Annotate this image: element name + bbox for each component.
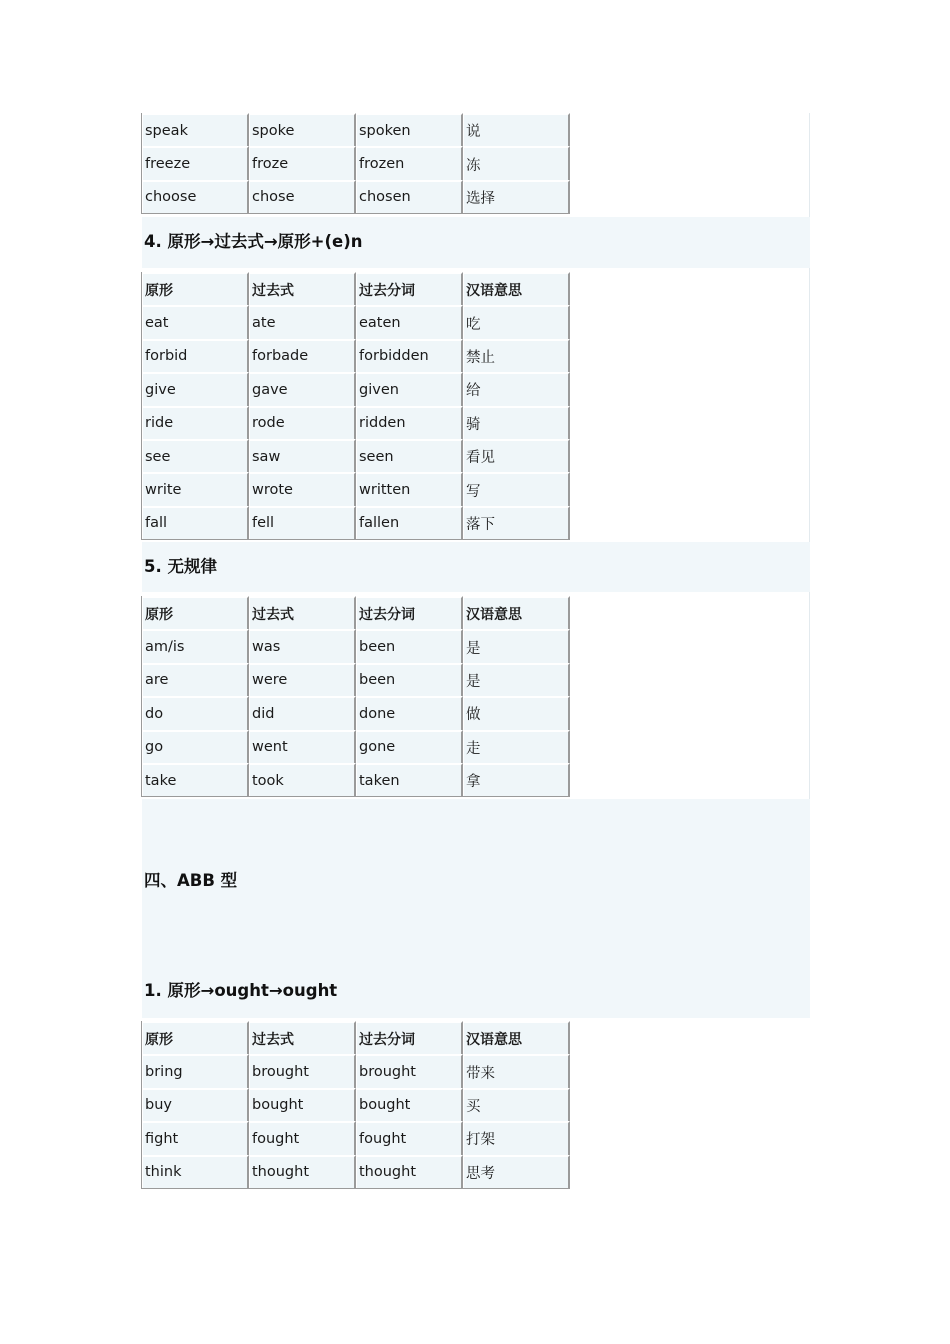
table-cell: eaten (356, 305, 463, 338)
table-cell: frozen (356, 146, 463, 179)
table-cell: ate (249, 305, 356, 338)
table-cell: 禁止 (463, 339, 570, 372)
table-row (142, 663, 570, 696)
table-row (142, 1121, 570, 1154)
table-row (142, 506, 570, 539)
table-cell: bought (356, 1088, 463, 1121)
table-header-cell: 汉语意思 (463, 1021, 570, 1054)
table-header-cell: 原形 (142, 596, 249, 629)
table-cell: did (249, 696, 356, 729)
table-cell: bring (142, 1054, 249, 1087)
table-cell: 写 (463, 472, 570, 505)
table-header-cell: 过去式 (249, 1021, 356, 1054)
table-cell: fought (249, 1121, 356, 1154)
table-cell: choose (142, 180, 249, 213)
table-cell: taken (356, 763, 463, 796)
table-header-cell: 原形 (142, 1021, 249, 1054)
table-cell: ride (142, 406, 249, 439)
table-cell: took (249, 763, 356, 796)
table-cell: chosen (356, 180, 463, 213)
table-row (142, 629, 570, 662)
table-cell: given (356, 372, 463, 405)
table-cell: 说 (463, 113, 570, 146)
table-cell: forbade (249, 339, 356, 372)
section-band-5 (142, 542, 810, 592)
table-cell: spoke (249, 113, 356, 146)
verb-table-continued (141, 113, 570, 214)
table-cell: 思考 (463, 1155, 570, 1188)
table-cell: 冻 (463, 146, 570, 179)
table-cell: forbid (142, 339, 249, 372)
table-row (142, 1088, 570, 1121)
verb-table-abb-1 (141, 1021, 570, 1189)
table-cell: 是 (463, 663, 570, 696)
table-cell: speak (142, 113, 249, 146)
table-cell: 选择 (463, 180, 570, 213)
table-row (142, 1054, 570, 1087)
table-cell: give (142, 372, 249, 405)
table-header-cell: 汉语意思 (463, 596, 570, 629)
table-cell: 打架 (463, 1121, 570, 1154)
table-row (142, 696, 570, 729)
table-cell: brought (249, 1054, 356, 1087)
table-cell: fallen (356, 506, 463, 539)
table-cell: brought (356, 1054, 463, 1087)
verb-table-section-5 (141, 596, 570, 797)
table-cell: written (356, 472, 463, 505)
table-row (142, 406, 570, 439)
table-header-cell: 汉语意思 (463, 272, 570, 305)
table-cell: forbidden (356, 339, 463, 372)
table-cell: spoken (356, 113, 463, 146)
table-cell: 做 (463, 696, 570, 729)
section-heading-4: 4. 原形→过去式→原形+(e)n (144, 232, 363, 251)
table-header-row (142, 272, 570, 305)
table-header-cell: 过去分词 (356, 596, 463, 629)
table-cell: freeze (142, 146, 249, 179)
table-header-cell: 原形 (142, 272, 249, 305)
table-row (142, 339, 570, 372)
table-cell: 给 (463, 372, 570, 405)
table-cell: gave (249, 372, 356, 405)
table-cell: write (142, 472, 249, 505)
table-cell: gone (356, 730, 463, 763)
table-cell: saw (249, 439, 356, 472)
table-row (142, 730, 570, 763)
table-cell: been (356, 663, 463, 696)
table-row (142, 439, 570, 472)
table-cell: 落下 (463, 506, 570, 539)
table-cell: 骑 (463, 406, 570, 439)
verb-table-section-4 (141, 272, 570, 540)
table-header-cell: 过去式 (249, 272, 356, 305)
table-row (142, 1155, 570, 1188)
table-cell: thought (356, 1155, 463, 1188)
table-cell: thought (249, 1155, 356, 1188)
table-cell: fight (142, 1121, 249, 1154)
section-heading-5: 5. 无规律 (144, 557, 217, 576)
table-cell: went (249, 730, 356, 763)
section-heading-abb-1: 1. 原形→ought→ought (144, 981, 338, 1000)
table-cell: 吃 (463, 305, 570, 338)
table-cell: wrote (249, 472, 356, 505)
table-header-cell: 过去分词 (356, 272, 463, 305)
table-cell: seen (356, 439, 463, 472)
table-cell: 带来 (463, 1054, 570, 1087)
table-cell: been (356, 629, 463, 662)
table-cell: bought (249, 1088, 356, 1121)
table-cell: chose (249, 180, 356, 213)
table-cell: 看见 (463, 439, 570, 472)
table-header-row (142, 596, 570, 629)
table-row (142, 305, 570, 338)
table-cell: 是 (463, 629, 570, 662)
table-cell: ridden (356, 406, 463, 439)
table-row (142, 113, 570, 146)
table-cell: do (142, 696, 249, 729)
table-cell: am/is (142, 629, 249, 662)
table-cell: fought (356, 1121, 463, 1154)
table-cell: see (142, 439, 249, 472)
table-header-row (142, 1021, 570, 1054)
table-cell: go (142, 730, 249, 763)
table-cell: eat (142, 305, 249, 338)
part-heading-abb: 四、ABB 型 (144, 871, 238, 890)
table-cell: was (249, 629, 356, 662)
table-cell: froze (249, 146, 356, 179)
table-row (142, 146, 570, 179)
table-row (142, 372, 570, 405)
table-row (142, 763, 570, 796)
table-cell: think (142, 1155, 249, 1188)
table-row (142, 472, 570, 505)
table-cell: rode (249, 406, 356, 439)
table-cell: done (356, 696, 463, 729)
table-cell: take (142, 763, 249, 796)
table-cell: 拿 (463, 763, 570, 796)
table-row (142, 180, 570, 213)
table-cell: fall (142, 506, 249, 539)
table-cell: 走 (463, 730, 570, 763)
table-header-cell: 过去分词 (356, 1021, 463, 1054)
table-cell: buy (142, 1088, 249, 1121)
table-cell: fell (249, 506, 356, 539)
table-cell: 买 (463, 1088, 570, 1121)
table-cell: were (249, 663, 356, 696)
table-header-cell: 过去式 (249, 596, 356, 629)
table-cell: are (142, 663, 249, 696)
